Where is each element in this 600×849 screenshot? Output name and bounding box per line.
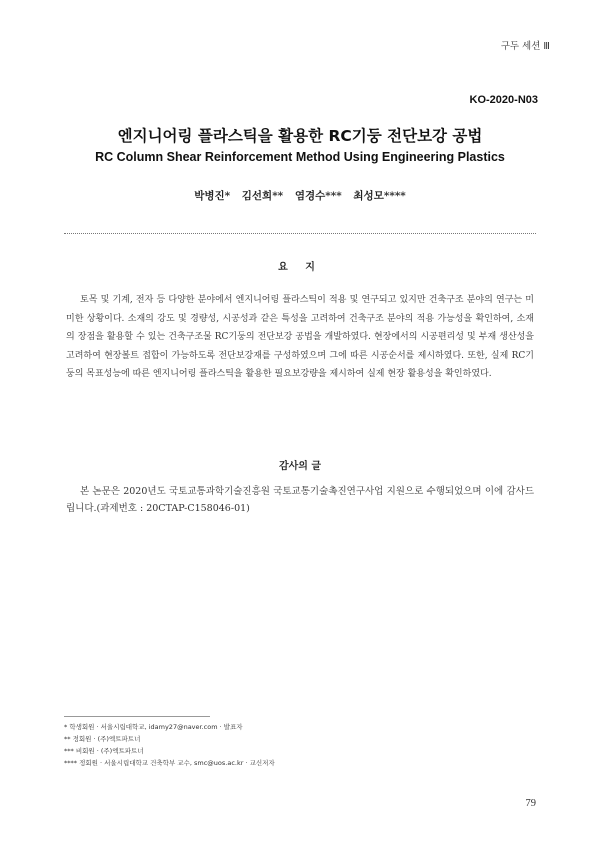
footnote-item: *** 비회원 · (주)엑트파트너 <box>64 747 144 755</box>
footnote-item: ** 정회원 · (주)엑트파트너 <box>64 735 141 743</box>
author-name: 김선희** <box>241 190 284 202</box>
abstract-heading: 요 지 <box>278 262 322 273</box>
footnote-item: * 학생회원 · 서울시립대학교, idamy27@naver.com · 발표자 <box>64 723 243 731</box>
author-name: 최성모**** <box>353 190 406 202</box>
footnote-list <box>64 721 534 769</box>
footnote-item: **** 정회원 · 서울시립대학교 건축학부 교수, smc@uos.ac.kr · 교신저자 <box>64 759 275 767</box>
acknowledgement-heading: 감사의 글 <box>278 461 322 472</box>
author-name: 염경수*** <box>294 190 342 202</box>
page-number: 79 <box>525 798 536 809</box>
footnote-rule <box>64 716 210 717</box>
author-name: 박병진* <box>194 190 231 202</box>
acknowledgement-body: 본 논문은 2020년도 국토교통과학기술진흥원 국토교통기술촉진연구사업 지원으로 수행되었으며 이에 감사드립니다.(과제번호 : 20CTAP-C158046-01) <box>66 486 534 514</box>
title-korean: 엔지니어링 플라스틱을 활용한 RC기둥 전단보강 공법 <box>117 127 483 145</box>
session-label: 구두 세션 Ⅲ <box>500 41 550 52</box>
author-list <box>0 188 600 203</box>
paper-code: KO-2020-N03 <box>469 94 538 106</box>
dotted-divider <box>64 233 536 234</box>
title-english: RC Column Shear Reinforcement Method Using Engineering Plastics <box>95 150 505 164</box>
abstract-body: 토목 및 기계, 전자 등 다양한 분야에서 엔지니어링 플라스틱이 적용 및 연구되고 있지만 건축구조 분야의 연구는 미미한 상황이다. 소재의 강도 및 경량성, 시공성과 같은 특성을 고려하여 건축구조 분야의 적용 가능성을 확인하여, 소재의 장점을 활용할 수 있는 건축구조물 RC기둥의 전단보강 공법을 개발하였다. 현장에서의 시공편리성 및 부재 생산성을 고려하여 현장볼트 접합이 가능하도록 전단보강재를 구성하였으며 그에 따른 시공순서를 제시하였다. 또한, 실제 RC기둥의 목표성능에 따른 엔지니어링 플라스틱을 활용한 필요보강량을 제시하여 실제 현장 활용성을 확인하였다. <box>66 295 534 379</box>
